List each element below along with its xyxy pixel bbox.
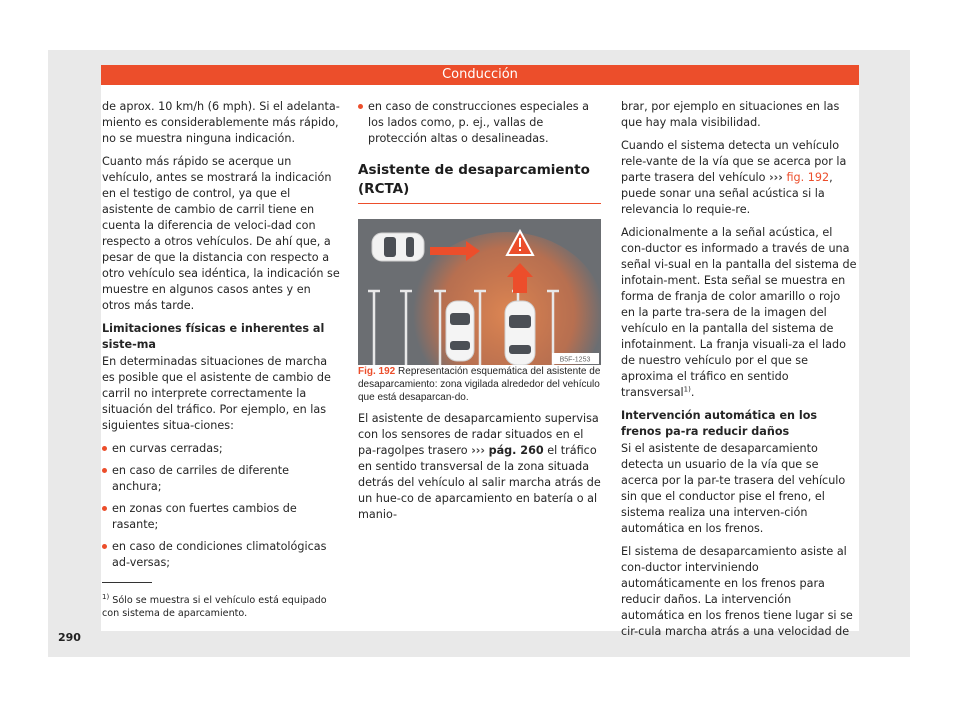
- text: .: [690, 386, 695, 399]
- subheading-limits: Limitaciones físicas e inherentes al siste-ma: [102, 322, 325, 351]
- text: El asistente de desaparcamiento supervisa con los sensores de radar situados en el pa-ragolpes trasero: [358, 412, 599, 457]
- bullet-list: [102, 441, 342, 571]
- approaching-car: [372, 233, 424, 261]
- list-item: en caso de carriles de diferente anchura;: [102, 463, 342, 495]
- paragraph: brar, por ejemplo en situaciones en las que hay mala visibilidad.: [621, 100, 840, 129]
- text: el tráfico en sentido transversal de la zona situada detrás del vehículo al salir marcha atrás de un hue-co de aparcamiento en batería o al manio-: [358, 444, 601, 521]
- paragraph: [621, 225, 857, 401]
- figure-rcta-diagram: [358, 219, 601, 365]
- page-reference-link[interactable]: pág. 260: [488, 444, 544, 457]
- caption-text: Representación esquemática del asistente de desaparcamiento: zona vigilada alrededor del vehículo que está desaparcan-do.: [358, 366, 601, 403]
- paragraph: Cuanto más rápido se acerque un vehículo, antes se mostrará la indicación en el testigo de control, ya que el asistente de cambio de carril tiene en cuenta la diferencia de veloci-dad con respecto a otros vehículos. De ahí que, a pesar de que la distancia con respecto a otro vehículo sea idéntica, la indicación se muestre en algunos casos antes y en otros más tarde.: [102, 155, 340, 312]
- list-item: en caso de condiciones climatológicas ad-versas;: [102, 539, 342, 571]
- footnote-divider: [102, 582, 152, 583]
- footnote-mark: 1): [683, 385, 691, 394]
- paragraph: [621, 138, 857, 218]
- section-title: Asistente de desaparcamiento (RCTA): [358, 161, 601, 204]
- column-2: [358, 99, 601, 530]
- figure-reference-link[interactable]: fig. 192: [786, 171, 830, 184]
- figure-code: B5F-1253: [559, 356, 591, 364]
- page-number: 290: [58, 631, 81, 644]
- list-item: en zonas con fuertes cambios de rasante;: [102, 501, 342, 533]
- footnote-text: Sólo se muestra si el vehículo está equipado con sistema de aparcamiento.: [102, 595, 327, 619]
- footnote: [102, 594, 342, 620]
- paragraph: de aprox. 10 km/h (6 mph). Si el adelanta-miento es considerablemente más rápido, no se muestra ninguna indicación.: [102, 100, 340, 145]
- paragraph: En determinadas situaciones de marcha es posible que el asistente de cambio de carril no interprete correctamente la situación del tráfico. Por ejemplo, en las siguientes situa-ciones:: [102, 355, 331, 432]
- rcta-illustration: [358, 219, 601, 365]
- own-car: [505, 301, 535, 365]
- reference-arrows: ›››: [769, 171, 783, 184]
- list-item: en caso de construcciones especiales a los lados como, p. ej., vallas de protección altas o desalineadas.: [358, 99, 601, 147]
- subheading-brake: Intervención automática en los frenos pa-ra reducir daños: [621, 409, 818, 438]
- figure-label: Fig. 192: [358, 366, 396, 377]
- chapter-header: Conducción: [101, 65, 859, 85]
- list-item: en curvas cerradas;: [102, 441, 342, 457]
- text: , puede sonar una señal acústica si la relevancia lo requie-re.: [621, 171, 833, 216]
- column-3: [621, 99, 857, 647]
- bullet-list: [358, 99, 601, 147]
- figure-caption: [358, 365, 601, 404]
- paragraph: Si el asistente de desaparcamiento detecta un usuario de la vía que se acerca por la par-te trasera del vehículo sin que el conductor pise el freno, el sistema realiza una interven-ción automática en los frenos.: [621, 442, 846, 535]
- text: Adicionalmente a la señal acústica, el con-ductor es informado a través de una señal vi-sual en la pantalla del sistema de infotain-ment. Esta señal se muestra en forma de franja de color amarillo o rojo en la parte tra-sera de la imagen del vehículo en la pantalla del sistema de infotainment. La franja visuali-za el lado de nuestro vehículo por el que se aproxima el tráfico en sentido transversal: [621, 226, 857, 399]
- column-1: [102, 99, 342, 577]
- reference-arrows: ›››: [471, 444, 486, 457]
- paragraph: El sistema de desaparcamiento asiste al con-ductor interviniendo automáticamente en los frenos para reducir daños. La intervención automática en los frenos tiene lugar si se cir-cula marcha atrás a una velocidad de: [621, 545, 853, 638]
- footnote-mark: 1): [102, 592, 110, 601]
- text: Cuando el sistema detecta un vehículo rele-vante de la vía que se acerca por la parte trasera del vehículo: [621, 139, 847, 184]
- paragraph: [358, 411, 601, 523]
- parked-car: [446, 301, 474, 361]
